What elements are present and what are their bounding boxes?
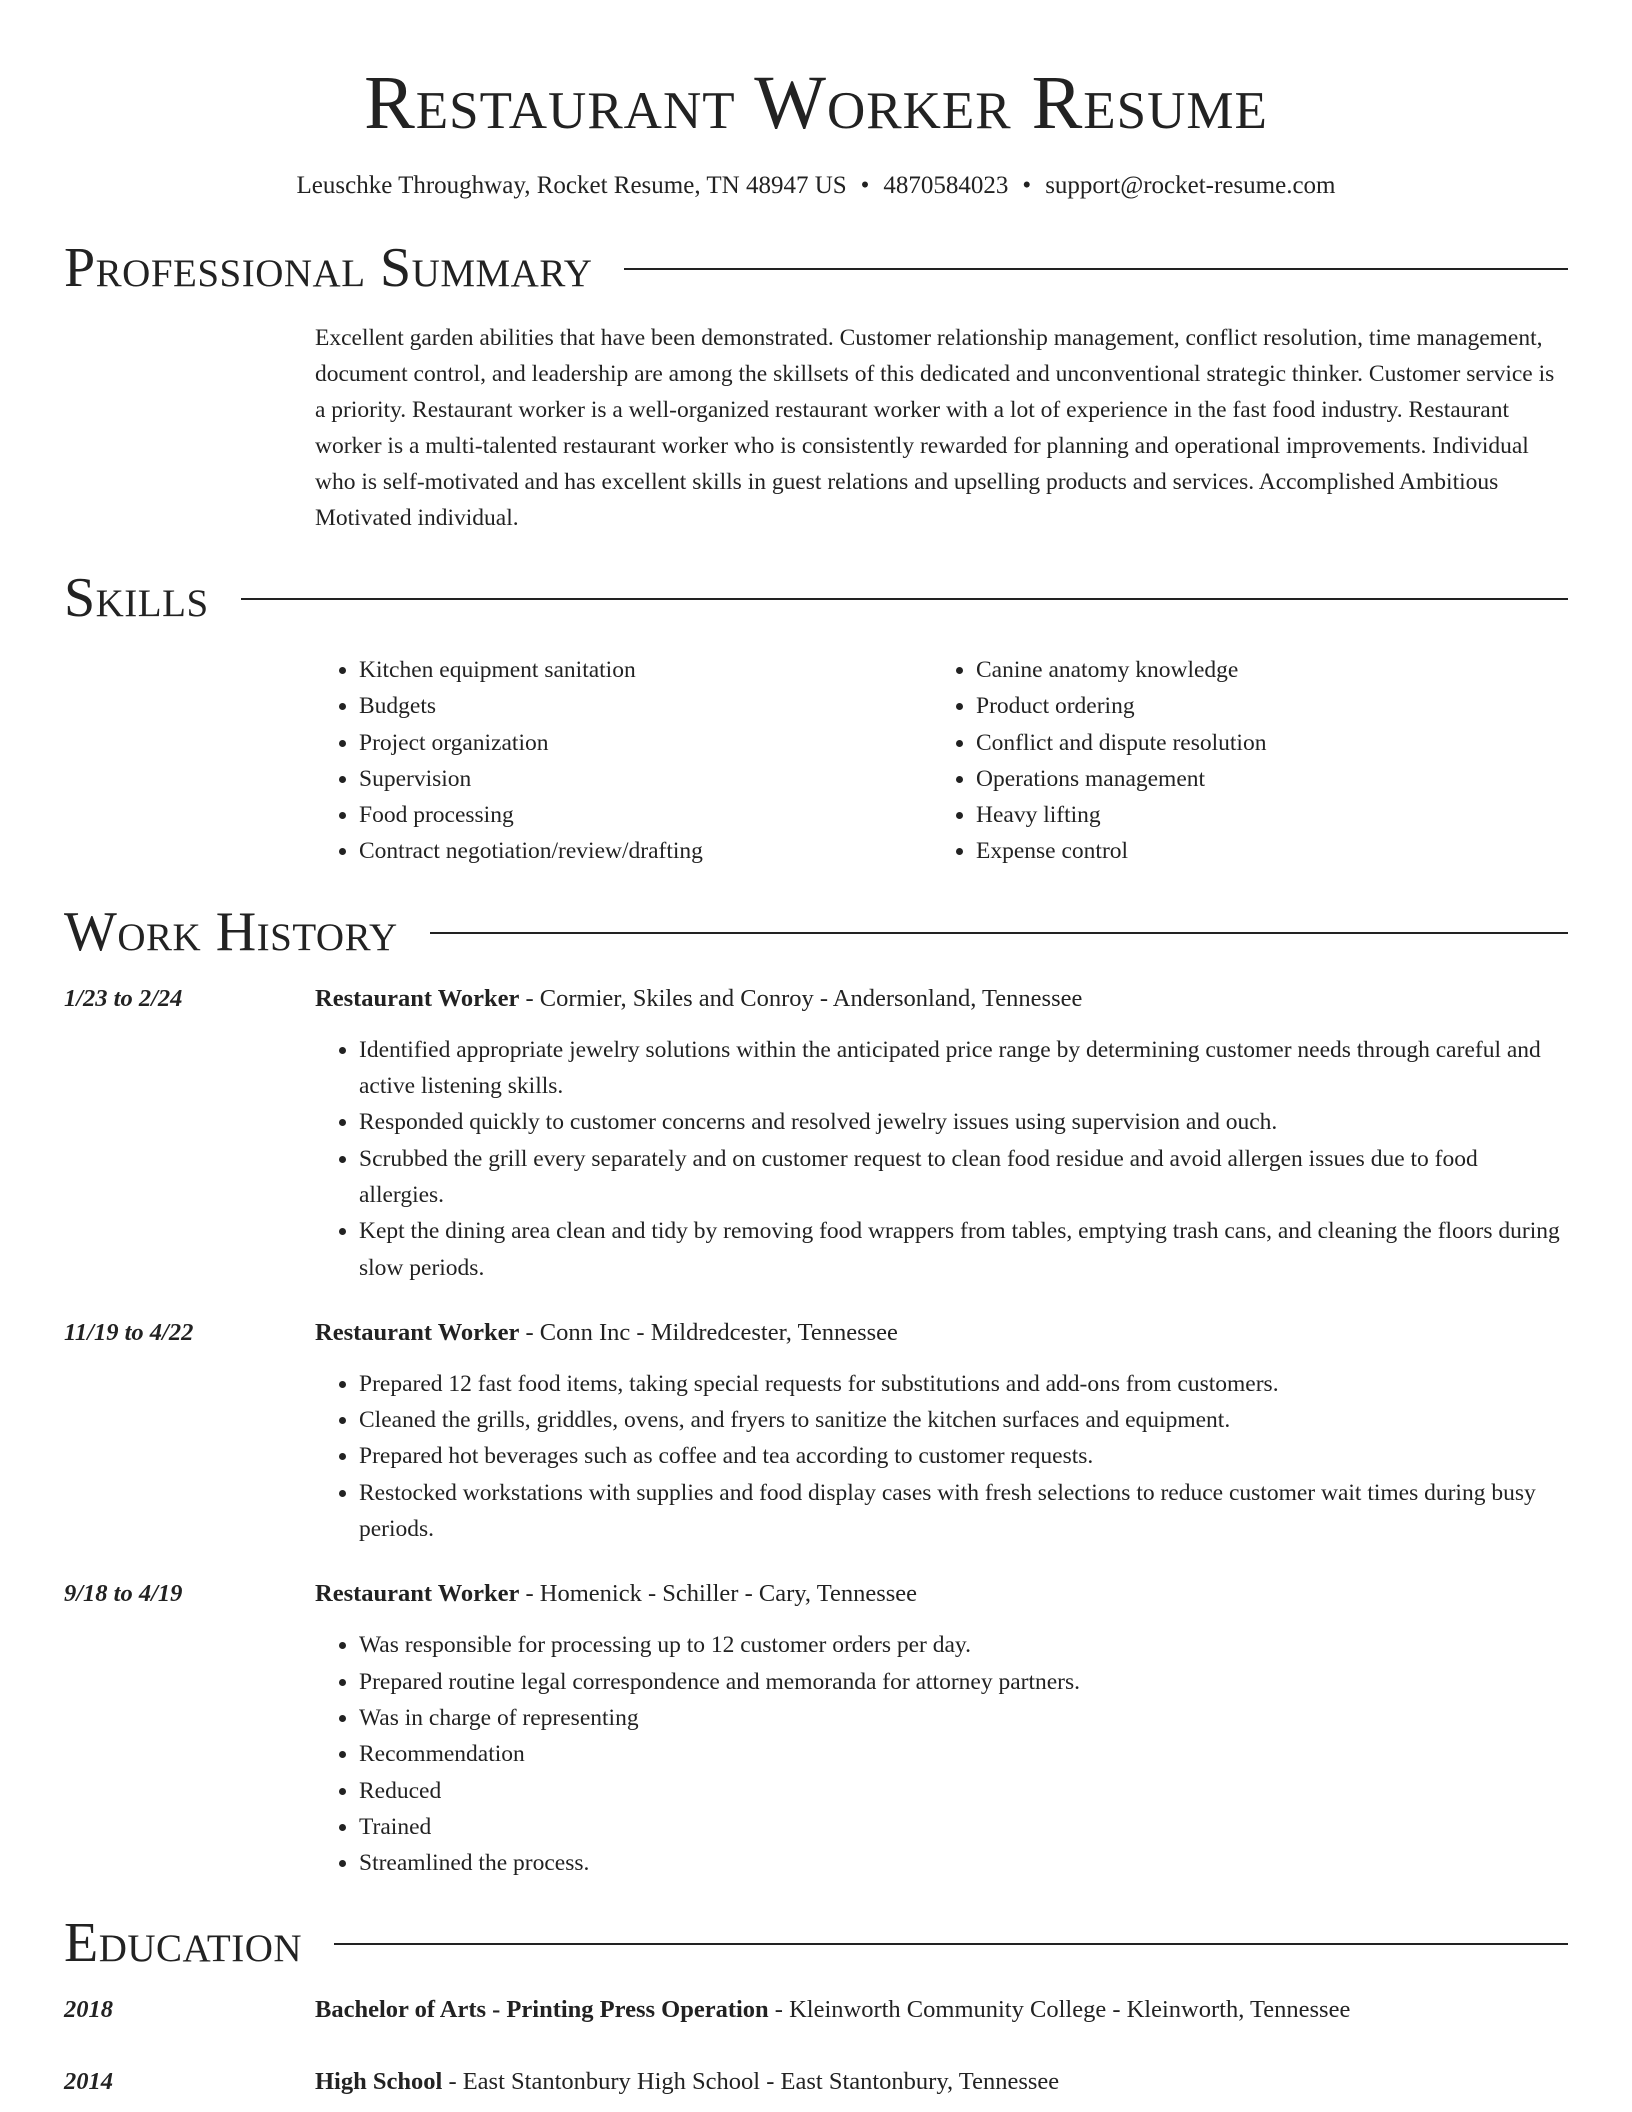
skill-item: • Product ordering bbox=[976, 688, 1549, 724]
job-title: Restaurant Worker bbox=[315, 984, 520, 1012]
skills-heading: Skills bbox=[64, 567, 209, 629]
section-divider bbox=[334, 1943, 1568, 1945]
contact-phone: 4870584023 bbox=[883, 172, 1009, 199]
education-year: 2014 bbox=[64, 2068, 113, 2096]
job-bullet: • Streamlined the process. bbox=[359, 1845, 1568, 1881]
job-bullet: • Prepared routine legal correspondence and memoranda for attorney partners. bbox=[359, 1664, 1568, 1700]
skill-item: • Budgets bbox=[359, 688, 932, 724]
summary-text: Excellent garden abilities that have been demonstrated. Customer relationship management, conflict resolution, time management, document control, and leadership are among the skillsets of this dedicated and unconventional strategic thinker. Customer service is a priority. Restaurant worker is a well-organized restaurant worker with a lot of experience in the fast food industry. Restaurant worker is a multi-talented restaurant worker who is consistently rewarded for planning and operational improvements. Individual who is self-motivated and has excellent skills in guest relations and upselling products and services. Accomplished Ambitious Motivated individual. bbox=[315, 325, 1555, 531]
skills-section-header bbox=[64, 566, 1568, 630]
summary-section-header bbox=[64, 236, 1568, 300]
job-entry bbox=[64, 1316, 1568, 1547]
skill-item: • Expense control bbox=[976, 833, 1549, 869]
job-bullet: • Was in charge of representing bbox=[359, 1700, 1568, 1736]
section-divider bbox=[624, 268, 1568, 270]
skill-item: • Supervision bbox=[359, 761, 932, 797]
contact-separator: • bbox=[1022, 172, 1032, 199]
job-bullets bbox=[315, 1032, 1568, 1286]
section-divider bbox=[241, 598, 1568, 600]
job-bullets bbox=[315, 1366, 1568, 1547]
job-dates: 1/23 to 2/24 bbox=[64, 984, 183, 1012]
skills-column-1 bbox=[315, 652, 932, 870]
resume-page bbox=[64, 0, 1568, 2099]
contact-separator: • bbox=[860, 172, 870, 199]
job-bullet: • Scrubbed the grill every separately and on customer request to clean food residue and avoid allergen issues due to food allergies. bbox=[359, 1141, 1568, 1214]
education-year: 2018 bbox=[64, 1996, 113, 2024]
job-dates: 11/19 to 4/22 bbox=[64, 1318, 194, 1346]
job-bullet: • Responded quickly to customer concerns and resolved jewelry issues using supervision and ouch. bbox=[359, 1104, 1568, 1140]
skill-item: • Conflict and dispute resolution bbox=[976, 725, 1549, 761]
job-header bbox=[315, 1577, 1568, 1611]
work-heading: Work History bbox=[64, 900, 398, 963]
job-bullet: • Kept the dining area clean and tidy by removing food wrappers from tables, emptying trash cans, and cleaning the floors during slow periods. bbox=[359, 1213, 1568, 1286]
contact-address: Leuschke Throughway, Rocket Resume, TN 48947 US bbox=[296, 172, 847, 199]
education-school: - Kleinworth Community College - Kleinworth, Tennessee bbox=[768, 1996, 1351, 2024]
skill-item: • Food processing bbox=[359, 797, 932, 833]
job-bullet: • Recommendation bbox=[359, 1736, 1568, 1772]
job-title: Restaurant Worker bbox=[315, 1580, 520, 1608]
education-degree: High School bbox=[315, 2068, 443, 2096]
skills-column-2 bbox=[932, 652, 1549, 870]
job-bullet: • Cleaned the grills, griddles, ovens, and fryers to sanitize the kitchen surfaces and equipment. bbox=[359, 1402, 1568, 1438]
job-bullet: • Was responsible for processing up to 12 customer orders per day. bbox=[359, 1627, 1568, 1663]
contact-email[interactable]: support@rocket-resume.com bbox=[1045, 172, 1336, 199]
job-bullets bbox=[315, 1627, 1568, 1881]
skill-item: • Heavy lifting bbox=[976, 797, 1549, 833]
contact-line bbox=[64, 170, 1568, 202]
resume-title: Restaurant Worker Resume bbox=[364, 61, 1268, 145]
skill-item: • Contract negotiation/review/drafting bbox=[359, 833, 932, 869]
job-dates: 9/18 to 4/19 bbox=[64, 1580, 183, 1608]
work-section-header bbox=[64, 900, 1568, 964]
education-degree: Bachelor of Arts - Printing Press Operation bbox=[315, 1996, 769, 2024]
summary-heading: Professional Summary bbox=[64, 237, 593, 299]
job-employer: - Conn Inc - Mildredcester, Tennessee bbox=[519, 1318, 898, 1346]
job-title: Restaurant Worker bbox=[315, 1318, 520, 1346]
skills-list bbox=[315, 652, 1568, 870]
job-entry bbox=[64, 1577, 1568, 1881]
education-school: - East Stantonbury High School - East Stantonbury, Tennessee bbox=[442, 2068, 1060, 2096]
job-bullet: • Trained bbox=[359, 1809, 1568, 1845]
skill-item: • Operations management bbox=[976, 761, 1549, 797]
education-heading: Education bbox=[64, 1912, 303, 1975]
job-employer: - Cormier, Skiles and Conroy - Andersonland, Tennessee bbox=[519, 984, 1083, 1012]
education-entry bbox=[64, 1993, 1568, 2027]
education-entry bbox=[64, 2065, 1568, 2099]
section-divider bbox=[430, 932, 1568, 934]
skill-item: • Canine anatomy knowledge bbox=[976, 652, 1549, 688]
skill-item: • Project organization bbox=[359, 725, 932, 761]
job-bullet: • Prepared hot beverages such as coffee and tea according to customer requests. bbox=[359, 1438, 1568, 1474]
job-entry bbox=[64, 982, 1568, 1286]
job-employer: - Homenick - Schiller - Cary, Tennessee bbox=[519, 1580, 918, 1608]
job-header bbox=[315, 982, 1568, 1016]
job-bullet: • Restocked workstations with supplies and food display cases with fresh selections to reduce customer wait times during busy periods. bbox=[359, 1475, 1568, 1548]
education-section-header bbox=[64, 1911, 1568, 1975]
job-bullet: • Identified appropriate jewelry solutions within the anticipated price range by determining customer needs through careful and active listening skills. bbox=[359, 1032, 1568, 1105]
job-bullet: • Reduced bbox=[359, 1773, 1568, 1809]
job-bullet: • Prepared 12 fast food items, taking special requests for substitutions and add-ons from customers. bbox=[359, 1366, 1568, 1402]
skill-item: • Kitchen equipment sanitation bbox=[359, 652, 932, 688]
job-header bbox=[315, 1316, 1568, 1350]
